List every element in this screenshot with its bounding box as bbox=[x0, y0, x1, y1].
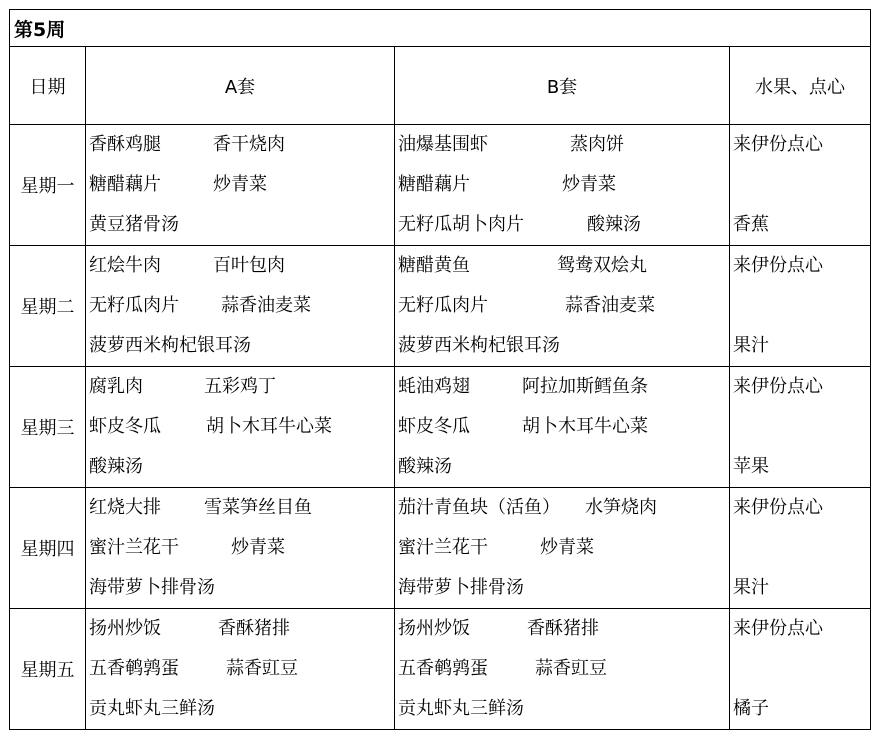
dish-name: 炒青菜 bbox=[540, 537, 594, 558]
dish-line bbox=[86, 367, 394, 407]
day-row bbox=[10, 246, 871, 367]
dish-name: 香酥鸡腿 bbox=[89, 134, 161, 155]
dish-name: 腐乳肉 bbox=[89, 376, 143, 397]
snack-item: 来伊份点心 bbox=[733, 618, 823, 639]
dish-name: 蚝油鸡翅 bbox=[398, 376, 470, 397]
dish-line bbox=[86, 528, 394, 568]
fruit-item bbox=[730, 649, 870, 689]
day-label: 星期三 bbox=[10, 367, 86, 488]
header-fruit: 水果、点心 bbox=[730, 47, 871, 125]
dish-line bbox=[86, 205, 394, 245]
fruit-cell bbox=[730, 125, 871, 246]
set-a-cell bbox=[86, 246, 395, 367]
snack-item: 来伊份点心 bbox=[733, 497, 823, 518]
dish-line bbox=[86, 649, 394, 689]
fruit-cell bbox=[730, 367, 871, 488]
dish-name: 鸳鸯双烩丸 bbox=[557, 255, 647, 276]
dish-name: 无籽瓜肉片 bbox=[398, 295, 488, 316]
dish-name: 虾皮冬瓜 bbox=[398, 416, 470, 437]
dish-name: 五香鹌鹑蛋 bbox=[398, 658, 488, 679]
dish-name: 水笋烧肉 bbox=[585, 497, 657, 518]
dish-name: 菠萝西米枸杞银耳汤 bbox=[89, 335, 251, 356]
dish-name: 扬州炒饭 bbox=[89, 618, 161, 639]
dish-line bbox=[395, 568, 729, 608]
dish-line bbox=[86, 568, 394, 608]
set-b-cell bbox=[395, 246, 730, 367]
dish-line bbox=[395, 528, 729, 568]
dish-name: 无籽瓜肉片 bbox=[89, 295, 179, 316]
dish-line bbox=[395, 649, 729, 689]
dish-name: 雪菜笋丝目鱼 bbox=[204, 497, 312, 518]
dish-name: 酸辣汤 bbox=[89, 456, 143, 477]
set-a-cell bbox=[86, 609, 395, 730]
snack-item: 来伊份点心 bbox=[733, 134, 823, 155]
fruit-item: 苹果 bbox=[733, 456, 769, 477]
dish-line bbox=[395, 286, 729, 326]
dish-name: 五彩鸡丁 bbox=[204, 376, 276, 397]
dish-name: 香干烧肉 bbox=[213, 134, 285, 155]
header-set-b: B套 bbox=[395, 47, 730, 125]
dish-name: 蒜香油麦菜 bbox=[221, 295, 311, 316]
dish-name: 贡丸虾丸三鲜汤 bbox=[398, 698, 524, 719]
dish-name: 红烩牛肉 bbox=[89, 255, 161, 276]
dish-line bbox=[395, 488, 729, 528]
dish-name: 炒青菜 bbox=[231, 537, 285, 558]
header-set-a: A套 bbox=[86, 47, 395, 125]
dish-line bbox=[86, 407, 394, 447]
dish-line bbox=[395, 407, 729, 447]
day-row bbox=[10, 125, 871, 246]
set-a-cell bbox=[86, 125, 395, 246]
dish-line bbox=[395, 447, 729, 487]
dish-name: 百叶包肉 bbox=[213, 255, 285, 276]
dish-name: 香酥猪排 bbox=[527, 618, 599, 639]
dish-name: 炒青菜 bbox=[562, 174, 616, 195]
menu-table bbox=[9, 9, 871, 730]
fruit-item bbox=[730, 286, 870, 326]
fruit-item: 橘子 bbox=[733, 698, 769, 719]
week-row bbox=[10, 10, 871, 47]
fruit-item: 香蕉 bbox=[733, 214, 769, 235]
dish-line bbox=[86, 488, 394, 528]
dish-name: 蒜香油麦菜 bbox=[565, 295, 655, 316]
dish-name: 酸辣汤 bbox=[398, 456, 452, 477]
dish-line bbox=[86, 286, 394, 326]
dish-line bbox=[395, 609, 729, 649]
dish-line bbox=[395, 246, 729, 286]
set-a-cell bbox=[86, 488, 395, 609]
day-row bbox=[10, 488, 871, 609]
dish-name: 无籽瓜胡卜肉片 bbox=[398, 214, 524, 235]
dish-name: 扬州炒饭 bbox=[398, 618, 470, 639]
week-title: 第5周 bbox=[10, 10, 871, 47]
set-a-cell bbox=[86, 367, 395, 488]
menu-body bbox=[10, 10, 871, 730]
header-row bbox=[10, 47, 871, 125]
dish-name: 胡卜木耳牛心菜 bbox=[206, 416, 332, 437]
dish-name: 海带萝卜排骨汤 bbox=[398, 577, 524, 598]
dish-name: 海带萝卜排骨汤 bbox=[89, 577, 215, 598]
top-strip bbox=[0, 0, 875, 6]
day-label: 星期一 bbox=[10, 125, 86, 246]
dish-line bbox=[86, 609, 394, 649]
dish-name: 贡丸虾丸三鲜汤 bbox=[89, 698, 215, 719]
day-row bbox=[10, 609, 871, 730]
dish-line bbox=[395, 125, 729, 165]
fruit-item: 果汁 bbox=[733, 577, 769, 598]
dish-line bbox=[86, 165, 394, 205]
dish-line bbox=[395, 689, 729, 729]
dish-name: 炒青菜 bbox=[213, 174, 267, 195]
day-label: 星期五 bbox=[10, 609, 86, 730]
set-b-cell bbox=[395, 367, 730, 488]
dish-name: 虾皮冬瓜 bbox=[89, 416, 161, 437]
set-b-cell bbox=[395, 125, 730, 246]
dish-line bbox=[86, 689, 394, 729]
dish-line bbox=[395, 367, 729, 407]
dish-name: 阿拉加斯鳕鱼条 bbox=[522, 376, 648, 397]
fruit-item bbox=[730, 407, 870, 447]
dish-name: 菠萝西米枸杞银耳汤 bbox=[398, 335, 560, 356]
fruit-item: 果汁 bbox=[733, 335, 769, 356]
dish-name: 糖醋藕片 bbox=[89, 174, 161, 195]
day-row bbox=[10, 367, 871, 488]
dish-name: 茄汁青鱼块（活鱼） bbox=[398, 497, 560, 518]
dish-name: 蜜汁兰花干 bbox=[89, 537, 179, 558]
set-b-cell bbox=[395, 488, 730, 609]
snack-item: 来伊份点心 bbox=[733, 255, 823, 276]
snack-item: 来伊份点心 bbox=[733, 376, 823, 397]
fruit-item bbox=[730, 528, 870, 568]
dish-name: 香酥猪排 bbox=[218, 618, 290, 639]
fruit-cell bbox=[730, 488, 871, 609]
dish-line bbox=[86, 246, 394, 286]
dish-name: 蜜汁兰花干 bbox=[398, 537, 488, 558]
dish-name: 蒸肉饼 bbox=[570, 134, 624, 155]
dish-line bbox=[395, 326, 729, 366]
dish-line bbox=[395, 165, 729, 205]
fruit-cell bbox=[730, 609, 871, 730]
dish-name: 胡卜木耳牛心菜 bbox=[522, 416, 648, 437]
set-b-cell bbox=[395, 609, 730, 730]
header-date: 日期 bbox=[10, 47, 86, 125]
day-label: 星期二 bbox=[10, 246, 86, 367]
dish-name: 五香鹌鹑蛋 bbox=[89, 658, 179, 679]
dish-name: 蒜香豇豆 bbox=[226, 658, 298, 679]
dish-line bbox=[86, 125, 394, 165]
day-label: 星期四 bbox=[10, 488, 86, 609]
dish-name: 糖醋黄鱼 bbox=[398, 255, 470, 276]
dish-line bbox=[395, 205, 729, 245]
dish-line bbox=[86, 326, 394, 366]
dish-name: 黄豆猪骨汤 bbox=[89, 214, 179, 235]
dish-name: 糖醋藕片 bbox=[398, 174, 470, 195]
dish-name: 蒜香豇豆 bbox=[535, 658, 607, 679]
dish-line bbox=[86, 447, 394, 487]
dish-name: 红烧大排 bbox=[89, 497, 161, 518]
fruit-cell bbox=[730, 246, 871, 367]
fruit-item bbox=[730, 165, 870, 205]
dish-name: 酸辣汤 bbox=[587, 214, 641, 235]
dish-name: 油爆基围虾 bbox=[398, 134, 488, 155]
